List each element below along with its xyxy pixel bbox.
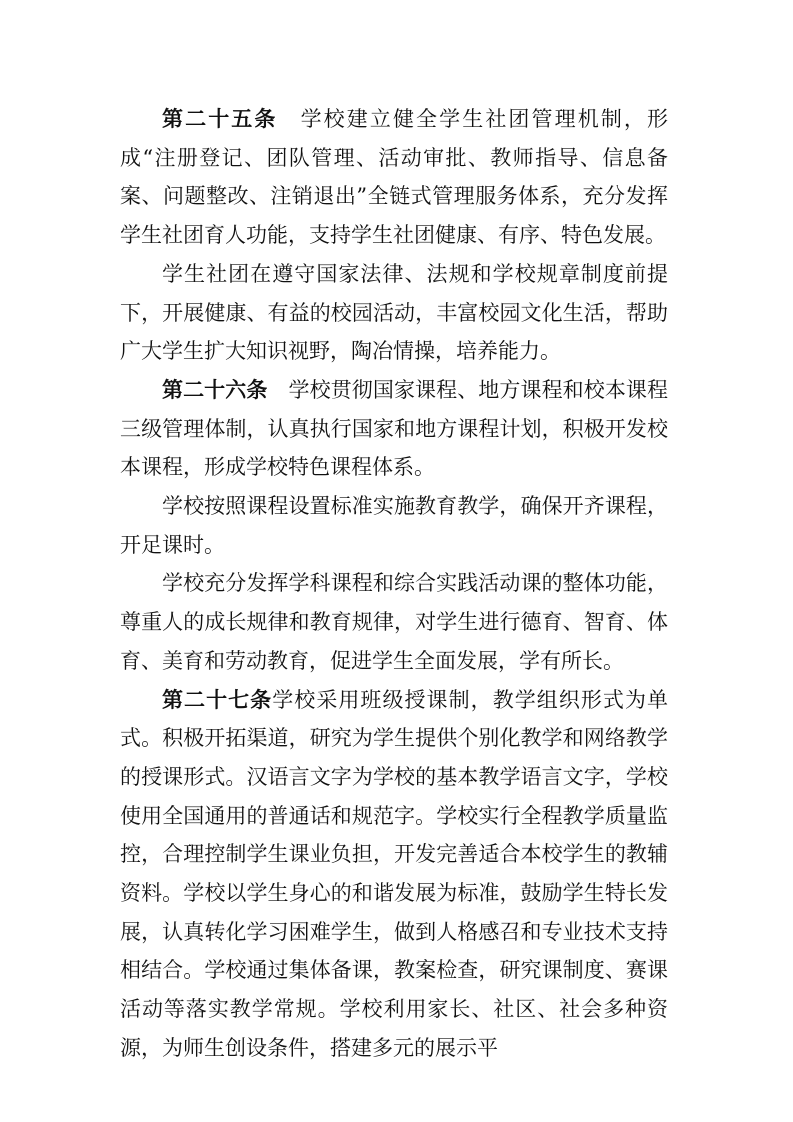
paragraph-text: 学校按照课程设置标准实施教育教学，确保开齐课程，开足课时。: [120, 494, 668, 557]
paragraph-article-27: [120, 681, 668, 1068]
paragraph-student-clubs: [120, 255, 668, 371]
article-number: 第二十六条: [162, 377, 268, 402]
paragraph-text: 学校充分发挥学科课程和综合实践活动课的整体功能，尊重人的成长规律和教育规律，对学生进行德育、智育、体育、美育和劳动教育，促进学生全面发展，学有所长。: [120, 571, 668, 673]
paragraph-text: 学生社团在遵守国家法律、法规和学校规章制度前提下，开展健康、有益的校园活动，丰富校园文化生活，帮助广大学生扩大知识视野，陶冶情操，培养能力。: [120, 261, 668, 364]
paragraph-article-26: [120, 371, 668, 487]
paragraph-text: 学校采用班级授课制，教学组织形式为单式。积极开拓渠道，研究为学生提供个别化教学和网络教学的授课形式。汉语言文字为学校的基本教学语言文字，学校使用全国通用的普通话和规范字。学校实行全程教学质量监控，合理控制学生课业负担，开发完善适合本校学生的教辅资料。学校以学生身心的和谐发展为标准，鼓励学生特长发展，认真转化学习困难学生，做到人格感召和专业技术支持相结合。学校通过集体备课，教案检查，研究课制度、赛课活动等落实教学常规。学校利用家长、社区、社会多种资源，为师生创设条件，搭建多元的展示平: [120, 687, 669, 1060]
paragraph-course-standards: [120, 487, 668, 564]
paragraph-text: 学校贯彻国家课程、地方课程和校本课程三级管理体制，认真执行国家和地方课程计划，积极开发校本课程，形成学校特色课程体系。: [120, 377, 669, 480]
article-number: 第二十五条: [162, 107, 278, 131]
document-body: [120, 100, 668, 1068]
paragraph-holistic-education: [120, 564, 668, 680]
paragraph-article-25: [120, 100, 668, 255]
paragraph-text: 学校建立健全学生社团管理机制，形成“注册登记、团队管理、活动审批、教师指导、信息备案、问题整改、注销退出”全链式管理服务体系，充分发挥学生社团育人功能，支持学生社团健康、有序、特色发展。: [120, 107, 669, 248]
article-number: 第二十七条: [162, 687, 273, 712]
